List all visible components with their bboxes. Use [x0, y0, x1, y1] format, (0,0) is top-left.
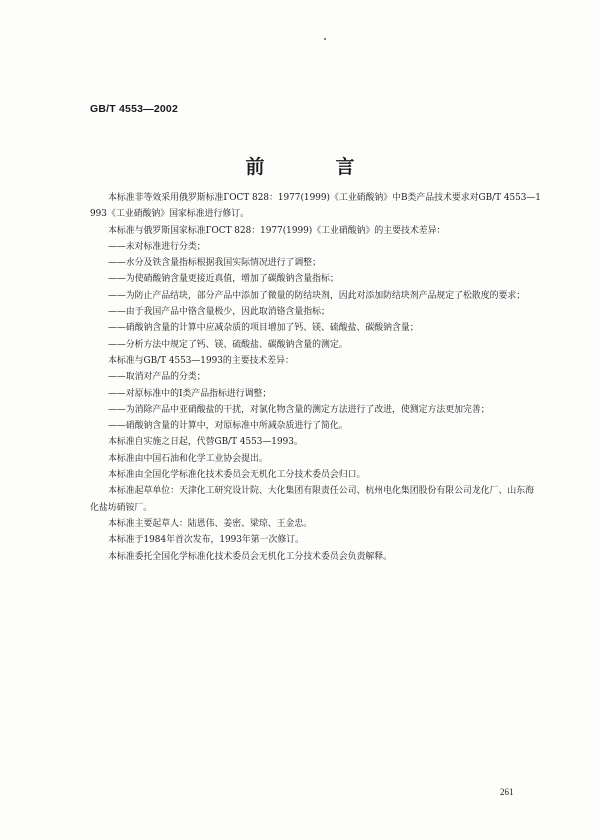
paragraph: 本标准自实施之日起，代替GB/T 4553—1993。	[108, 437, 303, 448]
paragraph: ——为使硝酸钠含量更接近真值，增加了碳酸钠含量指标；	[108, 274, 339, 285]
paragraph: ——分析方法中规定了钙、镁、硫酸盐、碳酸钠含量的测定。	[108, 339, 348, 350]
paragraph: ——对原标准中的Ⅰ类产品指标进行调整；	[108, 388, 272, 399]
foreword-body	[90, 190, 542, 565]
paragraph: 本标准委托全国化学标准化技术委员会无机化工分技术委员会负责解释。	[108, 551, 392, 562]
paragraph: 本标准由全国化学标准化技术委员会无机化工分技术委员会归口。	[108, 470, 366, 481]
paragraph: 本标准于1984年首次发布，1993年第一次修订。	[108, 535, 305, 546]
paragraph: 本标准由中国石油和化学工业协会提出。	[108, 453, 268, 464]
paragraph: ——水分及铁含量指标根据我国实际情况进行了调整；	[108, 258, 321, 269]
page-number: 261	[500, 787, 514, 797]
paragraph: ——为消除产品中亚硝酸盐的干扰，对氯化物含量的测定方法进行了改进，使测定方法更加完善；	[108, 404, 490, 415]
standard-code: GB/T 4553—2002	[90, 103, 179, 115]
paragraph: 本标准非等效采用俄罗斯标准ГОСТ 828：1977(1999)《工业硝酸钠》中B类产品技术要求对GB/T 4553—1993《工业硝酸钠》国家标准进行修订。	[90, 193, 541, 220]
paragraph: 本标准与GB/T 4553—1993的主要技术差异：	[108, 355, 294, 366]
paragraph: 本标准主要起草人：陆恩伟、姜密、梁琼、王金忠。	[108, 518, 313, 529]
page-title: 前 言	[245, 156, 381, 178]
paragraph: 本标准与俄罗斯国家标准ГОСТ 828：1977(1999)《工业硝酸钠》的主要技术差异：	[108, 225, 446, 236]
paragraph: 本标准起草单位：天津化工研究设计院、大化集团有限责任公司、杭州电化集团股份有限公司龙化厂、山东海化盐坊硝铵厂。	[90, 486, 534, 513]
paragraph: ——为防止产品结块，部分产品中添加了微量的防结块剂，因此对添加防结块剂产品规定了松散度的要求；	[108, 290, 526, 301]
paragraph: ——未对标准进行分类；	[108, 241, 206, 252]
paragraph: ——由于我国产品中铬含量极少，因此取消铬含量指标；	[108, 307, 330, 318]
paragraph: ——取消对产品的分类；	[108, 372, 206, 383]
scan-speck	[324, 38, 326, 40]
paragraph: ——硝酸钠含量的计算中应减杂质的项目增加了钙、镁、硫酸盐、碳酸钠含量；	[108, 323, 419, 334]
paragraph: ——硝酸钠含量的计算中，对原标准中所减杂质进行了简化。	[108, 421, 348, 432]
